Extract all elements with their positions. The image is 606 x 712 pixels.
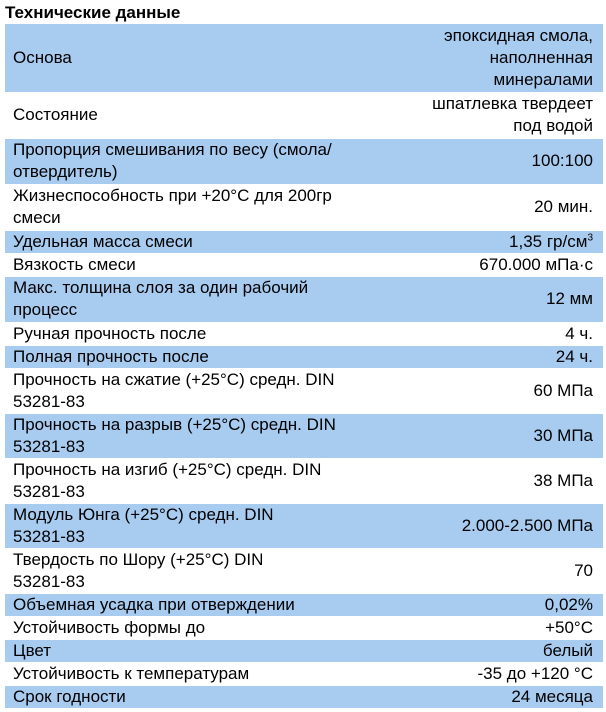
row-value: 38 МПа	[533, 470, 593, 490]
row-key: Твердость по Шору (+25°С) DIN 53281-83	[13, 549, 264, 591]
row-value: 30 МПа	[533, 425, 593, 445]
row-value: +50°С	[545, 617, 593, 637]
table-row	[5, 458, 603, 503]
row-value: 2.000-2.500 МПа	[461, 515, 593, 535]
row-key: Макс. толщина слоя за один рабочий процесс	[13, 278, 309, 319]
table-row	[5, 616, 603, 639]
row-key: Состояние	[13, 105, 98, 124]
row-key: Устойчивость формы до	[13, 617, 206, 637]
row-key: Цвет	[13, 640, 52, 660]
row-value: 60 МПа	[533, 380, 593, 400]
row-key: Основа	[13, 47, 72, 67]
table-row	[5, 92, 603, 138]
row-key: Жизнеспособность при +20°С для 200гр смеси	[13, 186, 332, 227]
row-value: 1,35 $гр/см^3$	[509, 231, 593, 251]
row-value: 12 мм	[545, 289, 593, 308]
table-row	[5, 639, 603, 662]
row-key: Прочность на изгиб (+25°С) средн. DIN 53281-83	[13, 459, 322, 501]
row-key: Вязкость смеси	[13, 254, 136, 274]
table-row	[5, 413, 603, 458]
row-value: 70	[574, 560, 593, 580]
table-row	[5, 230, 603, 253]
table-row	[5, 593, 603, 616]
table-row	[5, 503, 603, 548]
table-row	[5, 322, 603, 345]
row-value: 24 месяца	[511, 686, 593, 706]
table-row	[5, 345, 603, 368]
table-row	[5, 253, 603, 276]
table-row	[5, 685, 603, 708]
row-value: белый	[542, 640, 593, 660]
row-key: Удельная масса смеси	[13, 231, 193, 251]
row-value: 4 ч.	[565, 323, 593, 343]
row-key: Прочность на разрыв (+25°С) средн. DIN 53281-83	[13, 414, 336, 456]
row-value: 20 мин.	[534, 197, 593, 216]
superscript: 3	[587, 231, 593, 243]
table-row	[5, 368, 603, 413]
row-key: Пропорция смешивания по весу (смола/отвердитель)	[13, 140, 332, 181]
row-value: 24 ч.	[555, 346, 593, 366]
row-key: Объемная усадка при отверждении	[13, 594, 295, 614]
row-key: Полная прочность после	[13, 346, 209, 366]
row-key: Срок годности	[13, 686, 126, 706]
section-title: Технические данные	[5, 3, 181, 22]
row-key: Прочность на сжатие (+25°С) средн. DIN 53281-83	[13, 369, 335, 411]
table-row	[5, 184, 603, 230]
row-value: 670.000 мПа·с	[479, 254, 593, 274]
row-key: Модуль Юнга (+25°С) средн. DIN 53281-83	[13, 504, 274, 546]
table-row	[5, 24, 603, 92]
table-row	[5, 276, 603, 322]
row-value: шпатлевка твердеет под водой	[432, 94, 593, 135]
table-row	[5, 662, 603, 685]
row-value: -35 до +120 °С	[477, 663, 593, 683]
row-value: 0,02%	[544, 594, 593, 614]
tech-data-table	[5, 24, 603, 709]
row-key: Устойчивость к температурам	[13, 663, 250, 683]
row-value: эпоксидная смола, наполненная минералами	[443, 25, 593, 89]
row-value: 100:100	[531, 151, 593, 170]
row-key: Ручная прочность после	[13, 323, 207, 343]
table-row	[5, 138, 603, 184]
table-row	[5, 548, 603, 593]
